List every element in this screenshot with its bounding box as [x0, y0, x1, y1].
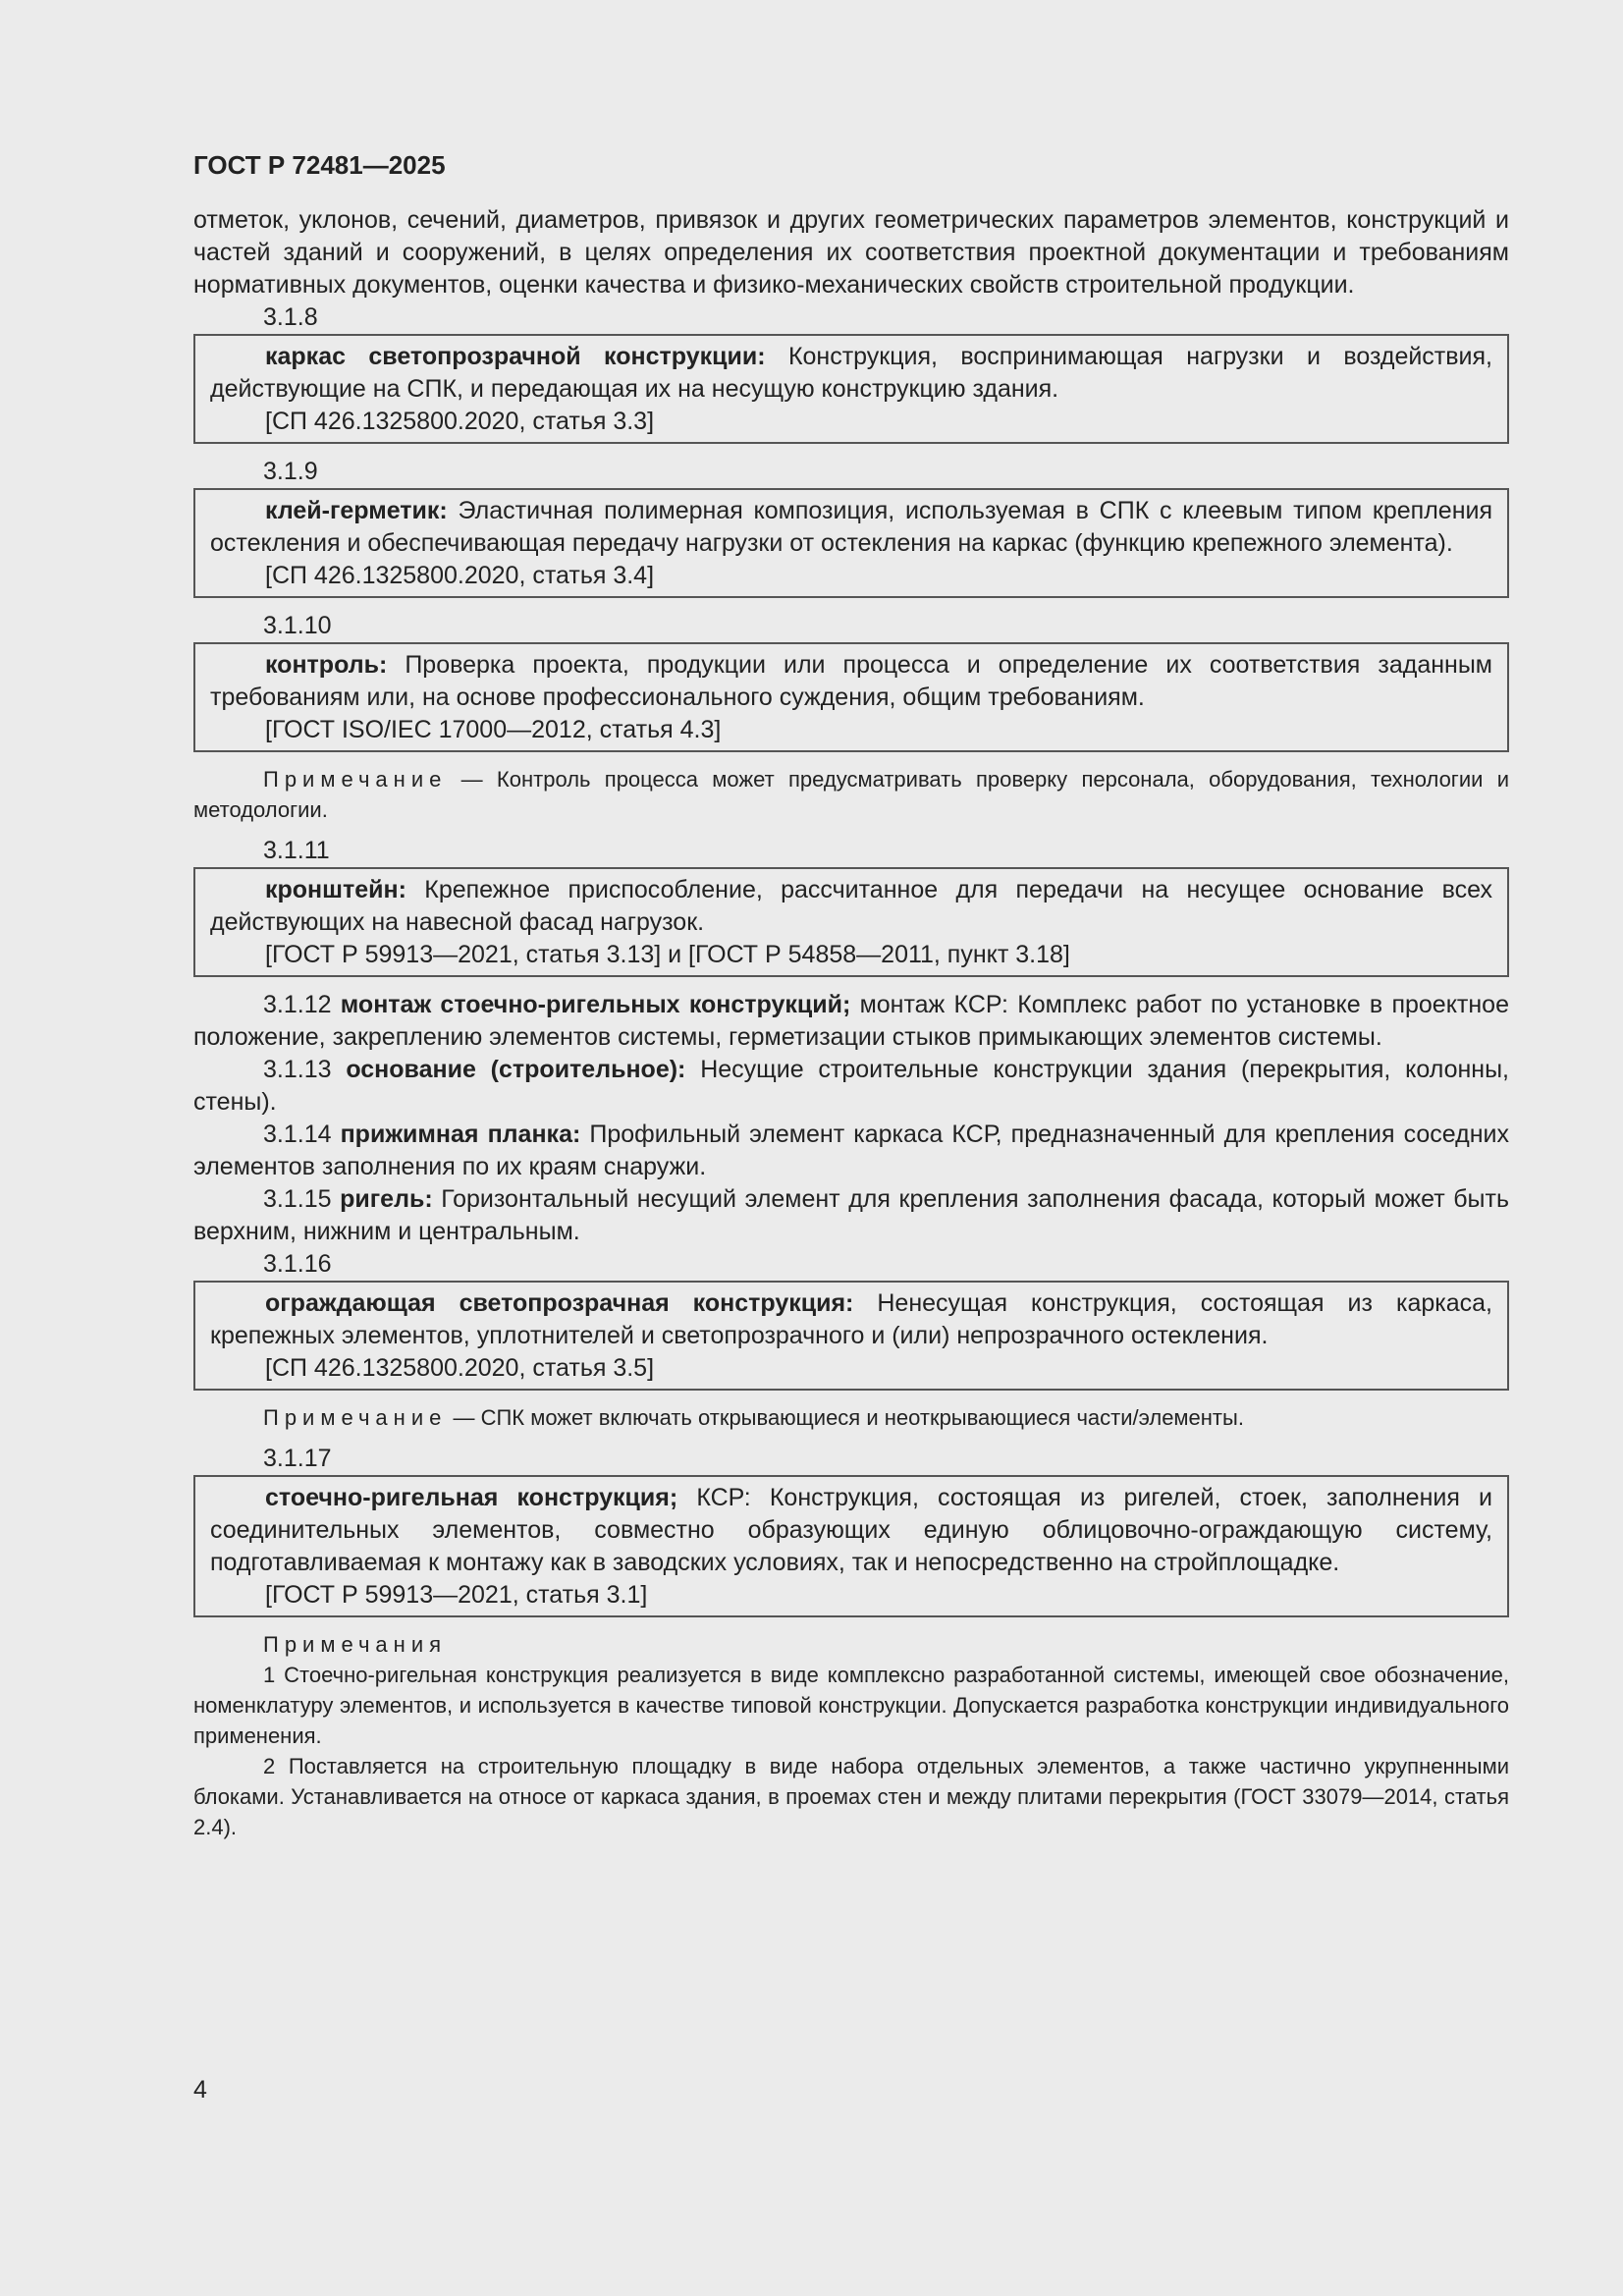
term-name: прижимная планка: — [340, 1121, 581, 1148]
term-box — [193, 867, 1509, 977]
term-text: КСР: Конструкция, состоящая из ригелей, стоек, заполнения и соединительных элементов, совместно образующих единую облицовочно-ограждающую систему, подготавливаемая к монтажу как в заводских условиях, так и непосредственно на стройплощадке. — [210, 1484, 1492, 1576]
term-number: 3.1.11 — [263, 837, 330, 864]
term-box — [193, 1281, 1509, 1391]
term-name: кронштейн: — [265, 876, 406, 903]
term-number: 3.1.10 — [263, 612, 332, 639]
page-header: ГОСТ Р 72481—2025 — [193, 150, 446, 180]
term-source: [ГОСТ ISO/IEC 17000—2012, статья 4.3] — [265, 716, 722, 743]
term-box — [193, 1475, 1509, 1617]
term-definition — [210, 1287, 1492, 1352]
term-notes — [193, 1629, 1509, 1842]
term-box — [193, 488, 1509, 598]
term-text: Ненесущая конструкция, состоящая из каркаса, крепежных элементов, уплотнителей и светопрозрачного и (или) непрозрачного остекления. — [210, 1289, 1492, 1349]
note-label: Примечание — [263, 1405, 448, 1430]
term-note — [193, 1402, 1509, 1433]
term-number: 3.1.14 — [263, 1121, 341, 1148]
term-text: Конструкция, воспринимающая нагрузки и воздействия, действующие на СПК, и передающая их на несущую конструкцию здания. — [210, 343, 1492, 403]
term-number: 3.1.9 — [263, 458, 318, 485]
term-name: ограждающая светопрозрачная конструкция: — [265, 1289, 854, 1317]
intro-paragraph: отметок, уклонов, сечений, диаметров, привязок и других геометрических параметров элементов, конструкций и частей зданий и сооружений, в целях определения их соответствия проектной документации и требованиям нормативных документов, оценки качества и физико-механических свойств строительной продукции. — [193, 206, 1509, 299]
term-paragraph — [193, 989, 1509, 1054]
term-text: Профильный элемент каркаса КСР, предназначенный для крепления соседних элементов заполнения по их краям снаружи. — [193, 1121, 1509, 1180]
term-name: основание (строительное): — [346, 1056, 686, 1083]
term-definition — [210, 874, 1492, 939]
term-name: каркас светопрозрачной конструкции: — [265, 343, 766, 370]
term-definition — [210, 341, 1492, 406]
note-label: Примечание — [263, 767, 448, 792]
term-definition — [210, 649, 1492, 714]
term-source: [СП 426.1325800.2020, статья 3.5] — [265, 1354, 655, 1382]
note-text: — Контроль процесса может предусматривать проверку персонала, оборудования, технологии и методологии. — [193, 767, 1509, 822]
term-text: Проверка проекта, продукции или процесса и определение их соответствия заданным требованиям или, на основе профессионального суждения, общим требованиям. — [210, 651, 1492, 711]
term-name: стоечно-ригельная конструкция; — [265, 1484, 678, 1511]
term-paragraph — [193, 1119, 1509, 1183]
term-source: [ГОСТ Р 59913—2021, статья 3.1] — [265, 1581, 648, 1609]
term-number: 3.1.17 — [263, 1445, 332, 1472]
term-number: 3.1.13 — [263, 1056, 347, 1083]
term-box — [193, 334, 1509, 444]
notes-label: Примечания — [263, 1632, 448, 1657]
term-box — [193, 642, 1509, 752]
term-source: [СП 426.1325800.2020, статья 3.3] — [265, 408, 655, 435]
term-text: Крепежное приспособление, рассчитанное для передачи на несущее основание всех действующих на навесной фасад нагрузок. — [210, 876, 1492, 936]
note-item: 1 Стоечно-ригельная конструкция реализуется в виде комплексно разработанной системы, имеющей свое обозначение, номенклатуру элементов, и используется в качестве типовой конструкции. Допускается разработка конструкции индивидуального применения. — [193, 1663, 1509, 1748]
page-number: 4 — [193, 2076, 207, 2104]
term-definition — [210, 495, 1492, 560]
term-note — [193, 764, 1509, 825]
term-name: монтаж стоечно-ригельных конструкций; — [340, 991, 851, 1018]
term-definition — [210, 1482, 1492, 1579]
term-number: 3.1.16 — [263, 1250, 332, 1278]
term-text: Эластичная полимерная композиция, используемая в СПК с клеевым типом крепления остекления и обеспечивающая передачу нагрузки от остекления на каркас (функцию крепежного элемента). — [210, 497, 1492, 557]
term-text: монтаж КСР: Комплекс работ по установке в проектное положение, закреплению элементов системы, герметизации стыков примыкающих элементов системы. — [193, 991, 1509, 1051]
term-number: 3.1.12 — [263, 991, 341, 1018]
term-paragraph — [193, 1183, 1509, 1248]
note-item: 2 Поставляется на строительную площадку в виде набора отдельных элементов, а также частично укрупненными блоками. Устанавливается на относе от каркаса здания, в проемах стен и между плитами перекрытия (ГОСТ 33079—2014, статья 2.4). — [193, 1754, 1509, 1839]
term-name: ригель: — [340, 1185, 433, 1213]
term-text: Несущие строительные конструкции здания (перекрытия, колонны, стены). — [193, 1056, 1509, 1116]
term-text: Горизонтальный несущий элемент для крепления заполнения фасада, который может быть верхним, нижним и центральным. — [193, 1185, 1510, 1245]
text-column — [193, 147, 1509, 1852]
term-source: [ГОСТ Р 59913—2021, статья 3.13] и [ГОСТ Р 54858—2011, пункт 3.18] — [265, 941, 1070, 968]
term-source: [СП 426.1325800.2020, статья 3.4] — [265, 562, 655, 589]
term-name: клей-герметик: — [265, 497, 448, 524]
term-number: 3.1.15 — [263, 1185, 341, 1213]
term-name: контроль: — [265, 651, 388, 679]
term-paragraph — [193, 1054, 1509, 1119]
note-text: — СПК может включать открывающиеся и неоткрывающиеся части/элементы. — [447, 1405, 1244, 1430]
term-number: 3.1.8 — [263, 303, 318, 331]
